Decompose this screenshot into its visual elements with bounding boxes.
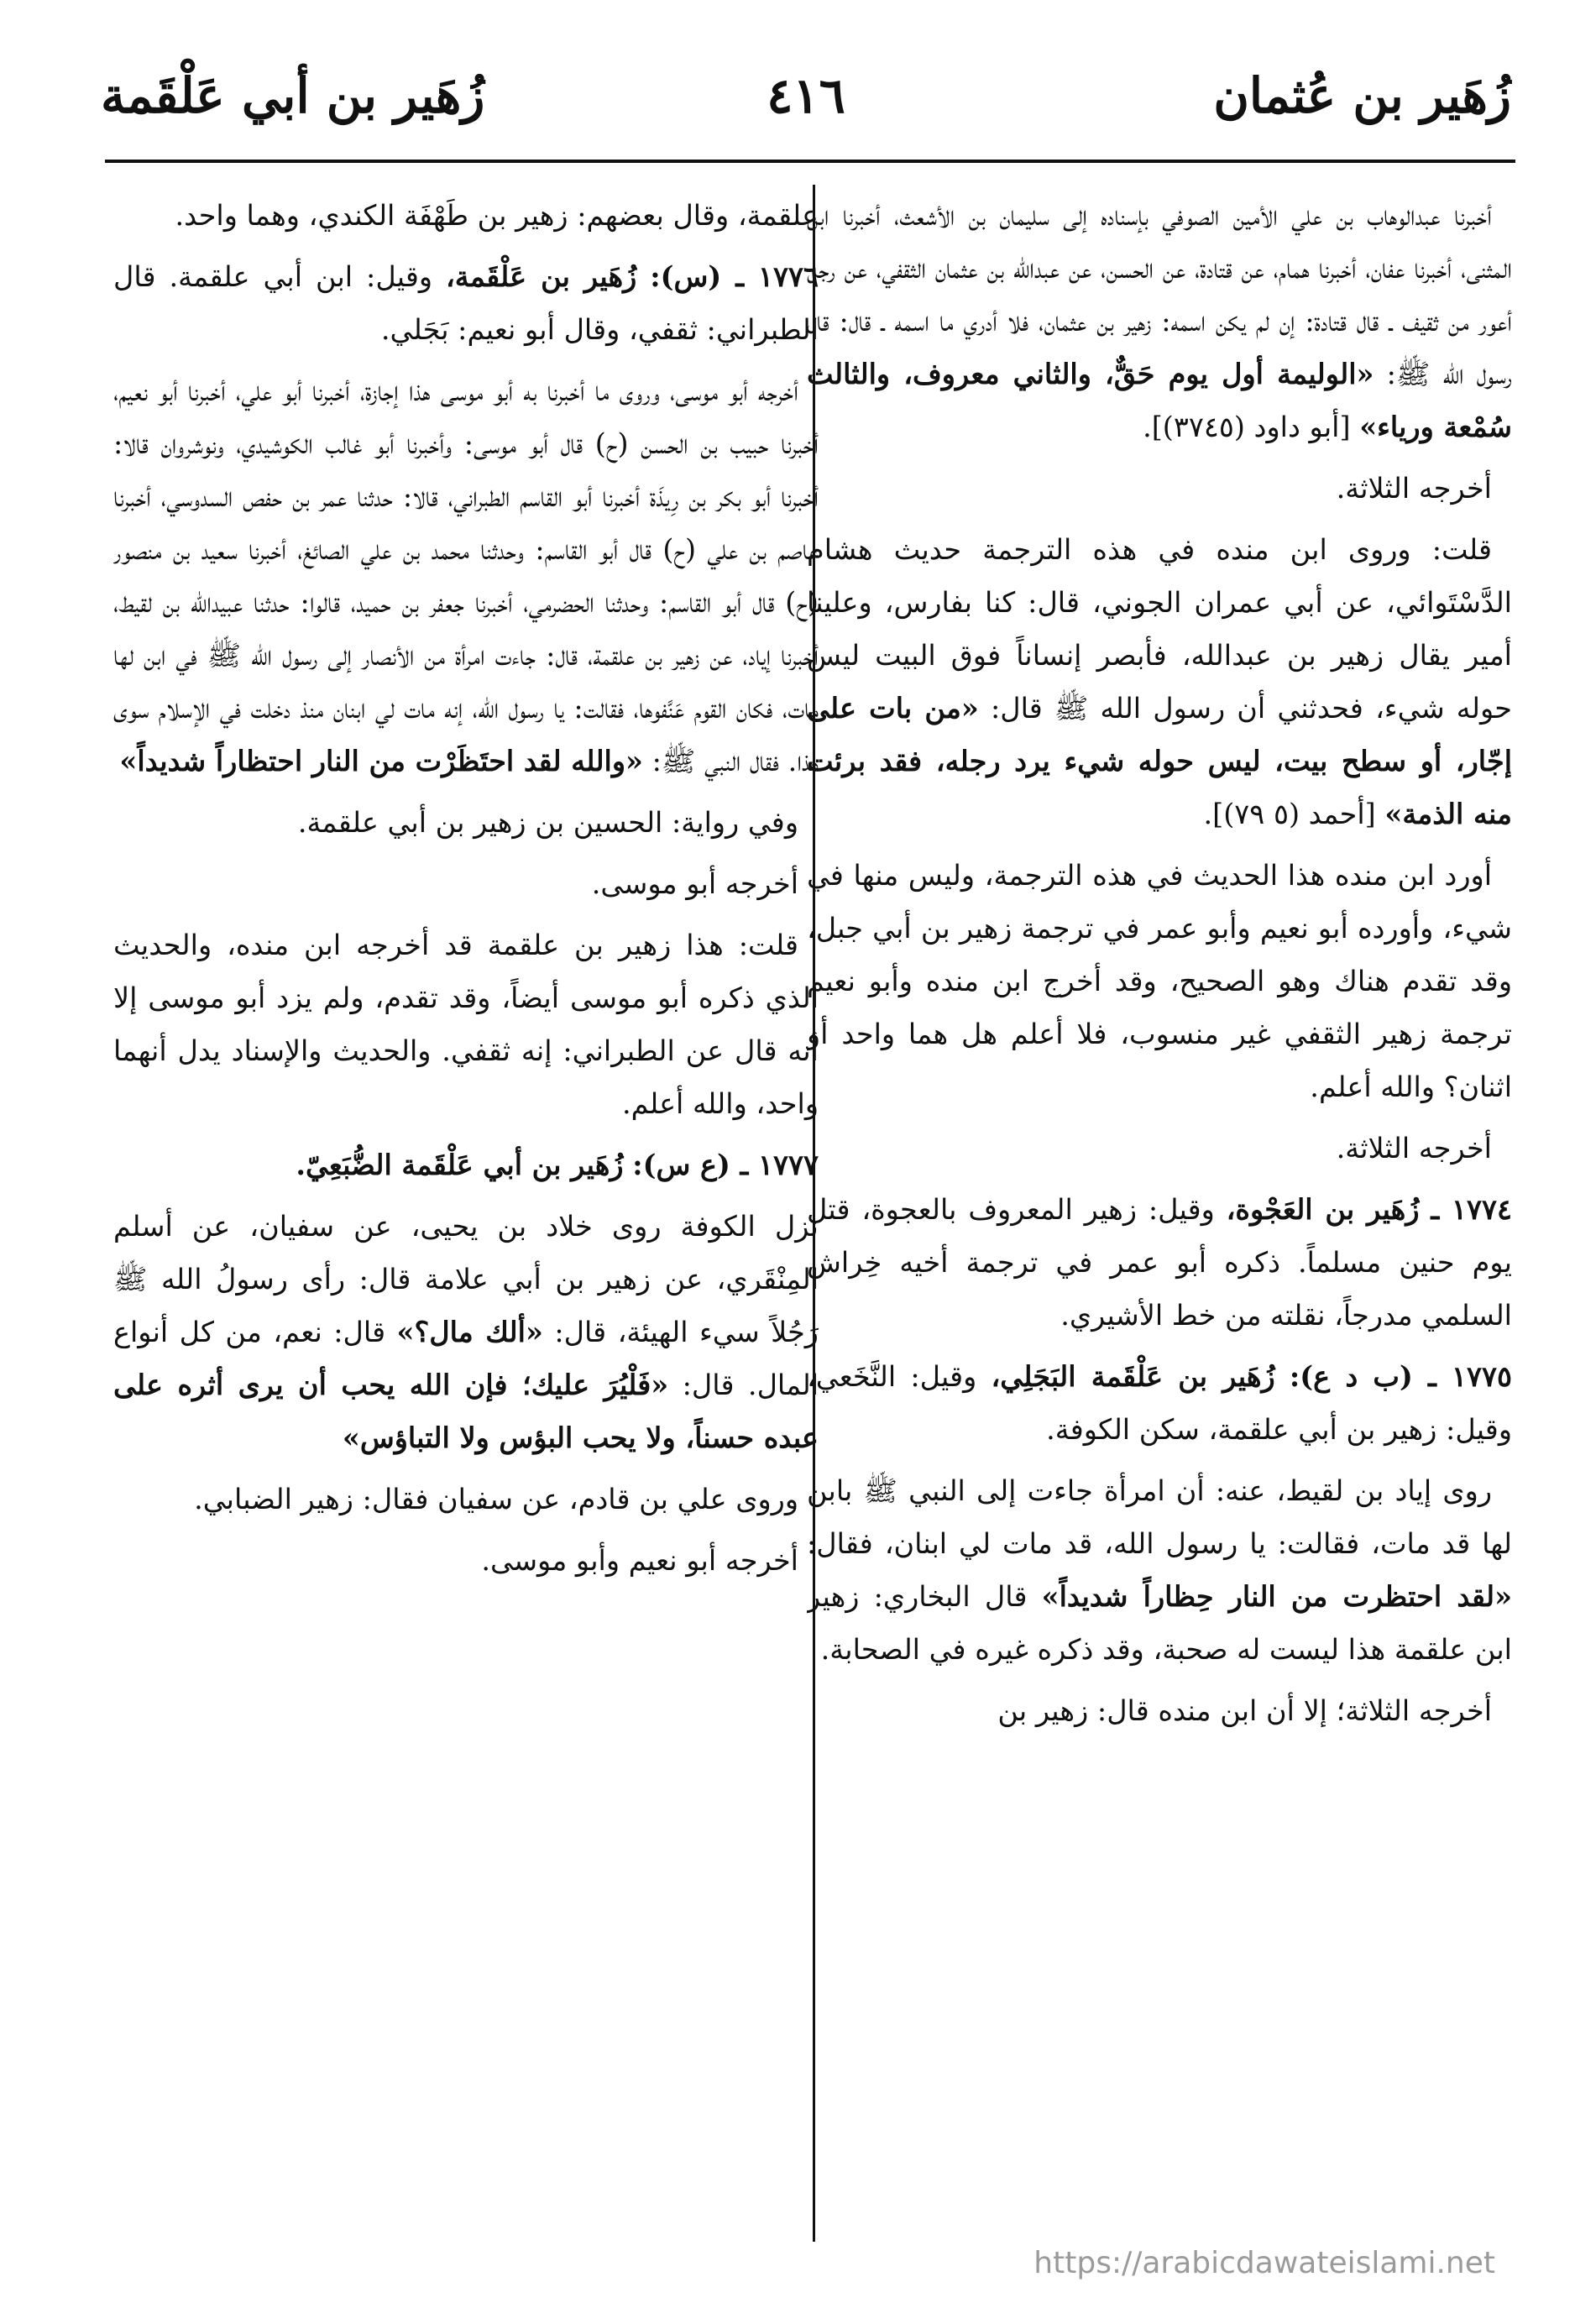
entry-name: زُهَير بن العَجْوة،	[1226, 1193, 1420, 1226]
entry-number: ١٧٧٧ ـ (ع س):	[632, 1149, 819, 1181]
paragraph: أخرجه الثلاثة.	[1336, 1132, 1492, 1165]
entry-name: زُهَير بن عَلْقَمة البَجَلِي،	[991, 1360, 1275, 1393]
hadith-text: «ألك مال؟»	[396, 1316, 543, 1348]
reference: [أبو داود (٣٧٤٥)].	[1143, 411, 1351, 443]
paragraph	[807, 523, 1512, 840]
hadith-text: «والله لقد احتَظَرْت من النار احتظاراً شديداً»	[119, 745, 643, 777]
paragraph: علقمة، وقال بعضهم: زهير بن طَهْفَة الكندي، وهما واحد.	[175, 199, 819, 232]
paragraph-text: قال البخاري: زهير ابن علقمة هذا ليست له صحبة، وقد ذكره غيره في الصحابة.	[807, 1580, 1512, 1666]
paragraph-text: نزل الكوفة روى خلاد بن يحيى، عن سفيان، عن أسلم المِنْقَري، عن زهير بن أبي علامة قال: رأى رسولُ الله ﷺ رَجُلاً سيء الهيئة، قال:	[113, 1210, 819, 1348]
entry-1774	[807, 1183, 1512, 1342]
entry-1777	[113, 1138, 819, 1191]
entry-name: زُهَير بن أبي عَلْقَمة الضُّبَعِيّ.	[296, 1149, 624, 1181]
paragraph-text: قلت: وروى ابن منده في هذه الترجمة حديث هشام الدَّسْتَوائي، عن أبي عمران الجوني، قال: كنا بفارس، وعلينا أمير يقال زهير بن عبدالله، فأبصر إنساناً فوق البيت ليس حوله شيء، فحدثني أن رسول الله ﷺ قال:	[807, 533, 1512, 725]
paragraph: أخرجه أبو موسى.	[591, 867, 798, 900]
entry-text: وقيل: زهير المعروف بالعجوة، قتل يوم حنين مسلماً. ذكره أبو عمر في ترجمة أخيه خِراش السلمي مدرجاً، نقلته من خط الأشيري.	[807, 1193, 1512, 1332]
paragraph	[807, 1464, 1512, 1676]
paragraph-text: أخبرنا عبدالوهاب بن علي الأمين الصوفي بإسناده إلى سليمان بن الأشعث، أخبرنا ابن المثنى، أخبرنا عفان، أخبرنا همام، عن قتادة، عن الحسن، عن عبدالله بن عثمان الثقفي، عن رجل أعور من ثقيف ـ قال قتادة: إن لم يكن اسمه: زهير بن عثمان، فلا أدري ما اسمه ـ قال: قال رسول الله ﷺ:	[807, 199, 1512, 390]
running-title-left: زُهَير بن أبي عَلْقَمة	[101, 67, 485, 124]
entry-number: ١٧٧٦ ـ (س):	[650, 260, 819, 293]
entry-number: ١٧٧٥ ـ (ب د ع):	[1289, 1360, 1512, 1393]
paragraph-text: قال: نعم، من كل أنواع المال. قال:	[113, 1316, 819, 1401]
reference: [أحمد (٥ ٧٩)].	[1203, 798, 1376, 830]
hadith-text: «من بات على إجّار، أو سطح بيت، ليس حوله شيء يرد رجله، فقد برئت منه الذمة»	[807, 692, 1512, 830]
paragraph: وفي رواية: الحسين بن زهير بن أبي علقمة.	[297, 806, 798, 839]
paragraph: وروى علي بن قادم، عن سفيان فقال: زهير الضبابي.	[194, 1483, 798, 1515]
page-number: ٤١٦	[767, 67, 845, 124]
entry-1776	[113, 250, 819, 356]
hadith-text: «فَلْيُرَ عليك؛ فإن الله يحب أن يرى أثره على عبده حسناً، ولا يحب البؤس ولا التباؤس»	[113, 1369, 819, 1454]
paragraph: أورد ابن منده هذا الحديث في هذه الترجمة، وليس منها في شيء، وأورده أبو نعيم وأبو عمر في ترجمة زهير بن أبي جبل، وقد تقدم هناك وهو الصحيح، وقد أخرج ابن منده وأبو نعيم ترجمة زهير الثقفي غير منسوب، فلا أعلم هل هما واحد أو اثنان؟ والله أعلم.	[807, 859, 1512, 1103]
paragraph: أخرجه أبو نعيم وأبو موسى.	[481, 1544, 798, 1577]
running-title-right: زُهَير بن عُثمان	[1213, 67, 1511, 124]
paragraph	[113, 364, 819, 788]
header-rule	[105, 160, 1515, 163]
right-column	[807, 189, 1512, 2238]
left-column	[113, 189, 819, 2238]
hadith-text: «الوليمة أول يوم حَقٌّ، والثاني معروف، والثالث سُمْعة ورياء»	[807, 358, 1512, 443]
paragraph	[113, 1200, 819, 1464]
entry-text: وقيل: النَّخَعي، وقيل: زهير بن أبي علقمة، سكن الكوفة.	[807, 1360, 1512, 1446]
entry-1775	[807, 1350, 1512, 1456]
watermark-url: https://arabicdawateislami.net	[1033, 2246, 1495, 2280]
paragraph-text: روى إياد بن لقيط، عنه: أن امرأة جاءت إلى النبي ﷺ بابن لها قد مات، فقالت: يا رسول الله، قد مات لي ابنان، فقال:	[807, 1474, 1512, 1560]
paragraph-text: أخرجه أبو موسى، وروى ما أخبرنا به أبو موسى هذا إجازة، أخبرنا أبو علي، أخبرنا أبو نعيم، أخبرنا حبيب بن الحسن (ح) قال أبو موسى: وأخبرنا أبو غالب الكوشيدي، ونوشروان قالا: أخبرنا أبو بكر بن رِيذَة أخبرنا أبو القاسم الطبراني، قالا: حدثنا عمر بن حفص السدوسي، أخبرنا عاصم بن علي (ح) قال أبو القاسم: وحدثنا محمد بن علي الصائغ، أخبرنا سعيد بن منصور (ح) قال أبو القاسم: وحدثنا الحضرمي، أخبرنا جعفر بن حميد، قالوا: حدثنا عبيدالله بن لقيط، أخبرنا إياد، عن زهير بن علقمة، قال: جاءت امرأة من الأنصار إلى رسول الله ﷺ في ابن لها مات، فكان القوم عَنَّفوها، فقالت: يا رسول الله، إنه مات لي ابنان منذ دخلت في الإسلام سوى هذا. فقال النبي ﷺ:	[113, 374, 819, 777]
paragraph	[807, 189, 1512, 453]
hadith-text: «لقد احتظرت من النار حِظاراً شديداً»	[1041, 1580, 1512, 1613]
page-header	[101, 50, 1511, 143]
entry-name: زُهَير بن عَلْقَمة،	[445, 260, 637, 293]
paragraph: أخرجه الثلاثة؛ إلا أن ابن منده قال: زهير بن	[997, 1694, 1492, 1727]
entry-number: ١٧٧٤ ـ	[1431, 1193, 1512, 1226]
paragraph: قلت: هذا زهير بن علقمة قد أخرجه ابن منده، والحديث الذي ذكره أبو موسى أيضاً، وقد تقدم، ولم يزد أبو موسى إلا أنه قال عن الطبراني: إنه ثقفي. والحديث والإسناد يدل أنهما واحد، والله أعلم.	[113, 929, 819, 1120]
paragraph: أخرجه الثلاثة.	[1336, 472, 1492, 505]
entry-text: وقيل: ابن أبي علقمة. قال الطبراني: ثقفي، وقال أبو نعيم: بَجَلي.	[113, 260, 819, 346]
